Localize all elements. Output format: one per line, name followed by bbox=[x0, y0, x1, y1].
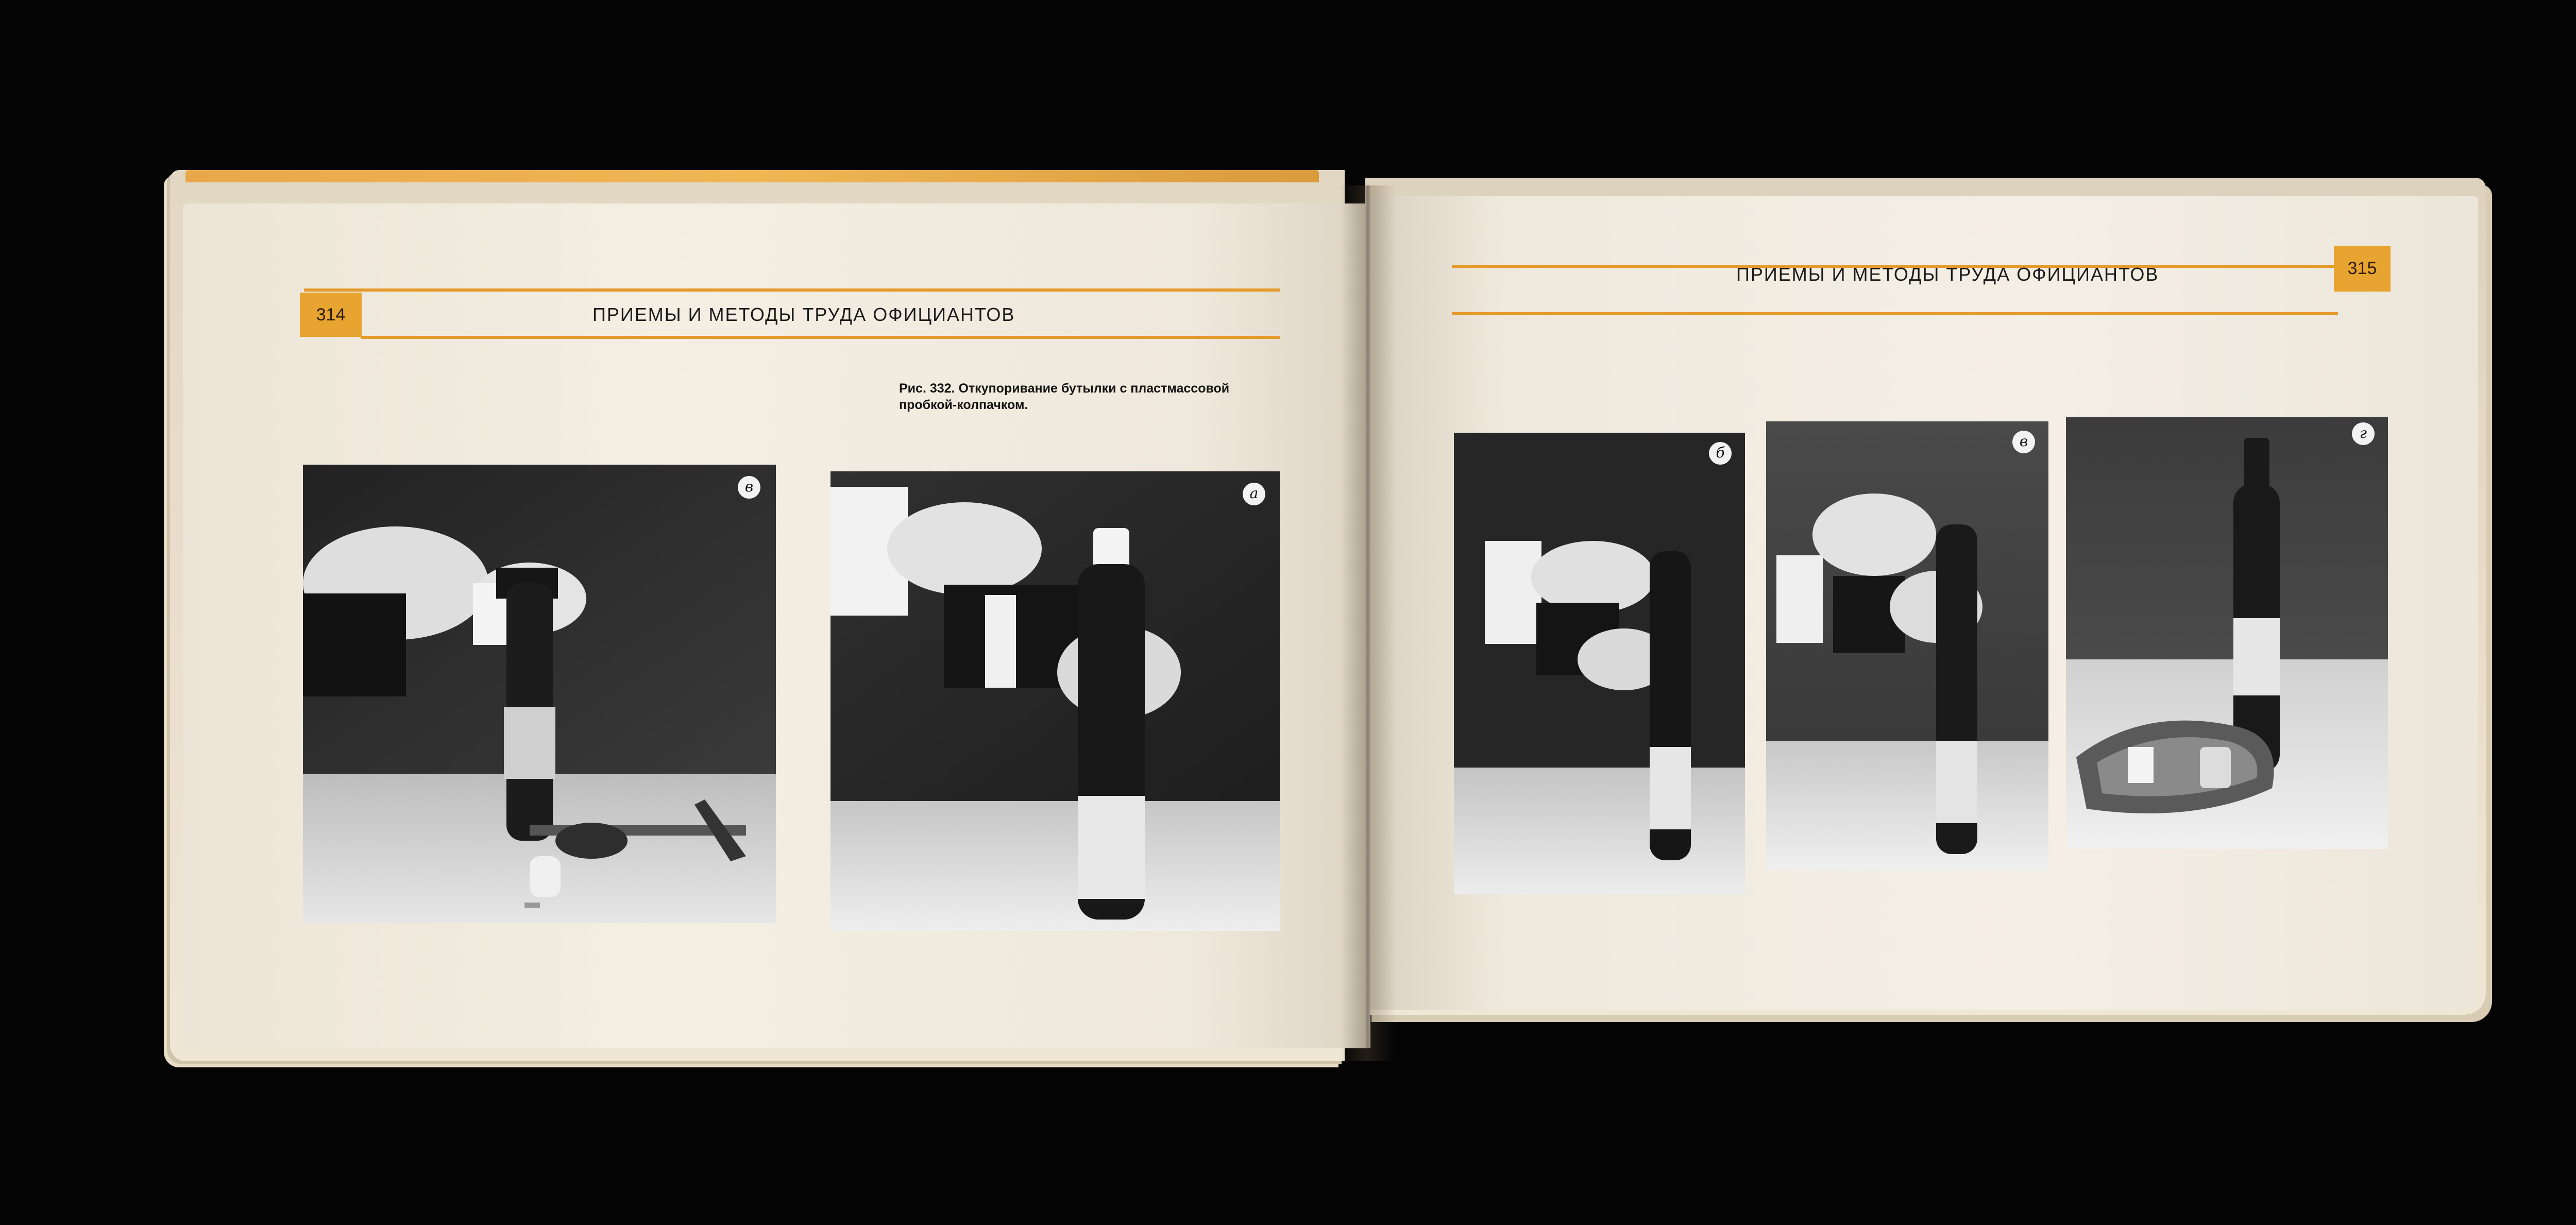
book-gutter bbox=[1340, 185, 1396, 1061]
photo-badge: в bbox=[2012, 431, 2035, 453]
photo-badge: а bbox=[1243, 483, 1265, 505]
photo-image bbox=[2066, 417, 2388, 849]
running-head-right: ПРИЕМЫ И МЕТОДЫ ТРУДА ОФИЦИАНТОВ bbox=[1736, 264, 2159, 285]
photo-image bbox=[303, 465, 776, 923]
photo-badge: в bbox=[738, 476, 760, 499]
photo-step-v-left bbox=[303, 465, 776, 923]
photo-step-b bbox=[1454, 433, 1745, 894]
photo-step-g bbox=[2066, 417, 2388, 849]
figure-caption: Рис. 332. Откупоривание бутылки с пластмассовой пробкой-колпачком. bbox=[899, 381, 1230, 412]
photo-step-a bbox=[831, 471, 1280, 931]
page-number-left: 314 bbox=[300, 293, 362, 337]
photo-image bbox=[1454, 433, 1745, 894]
header-rule-bottom bbox=[361, 336, 1280, 339]
header-rule-bottom-right bbox=[1452, 312, 2338, 315]
photo-step-v-right bbox=[1766, 421, 2048, 870]
page-edge-orange bbox=[185, 170, 1319, 182]
photo-image bbox=[1766, 421, 2048, 870]
running-head-left: ПРИЕМЫ И МЕТОДЫ ТРУДА ОФИЦИАНТОВ bbox=[592, 304, 1015, 325]
photo-badge: б bbox=[1709, 442, 1732, 465]
photo-image bbox=[831, 471, 1280, 931]
photo-badge: г bbox=[2352, 422, 2375, 445]
header-rule-top bbox=[304, 288, 1280, 292]
page-number-right: 315 bbox=[2334, 246, 2391, 292]
